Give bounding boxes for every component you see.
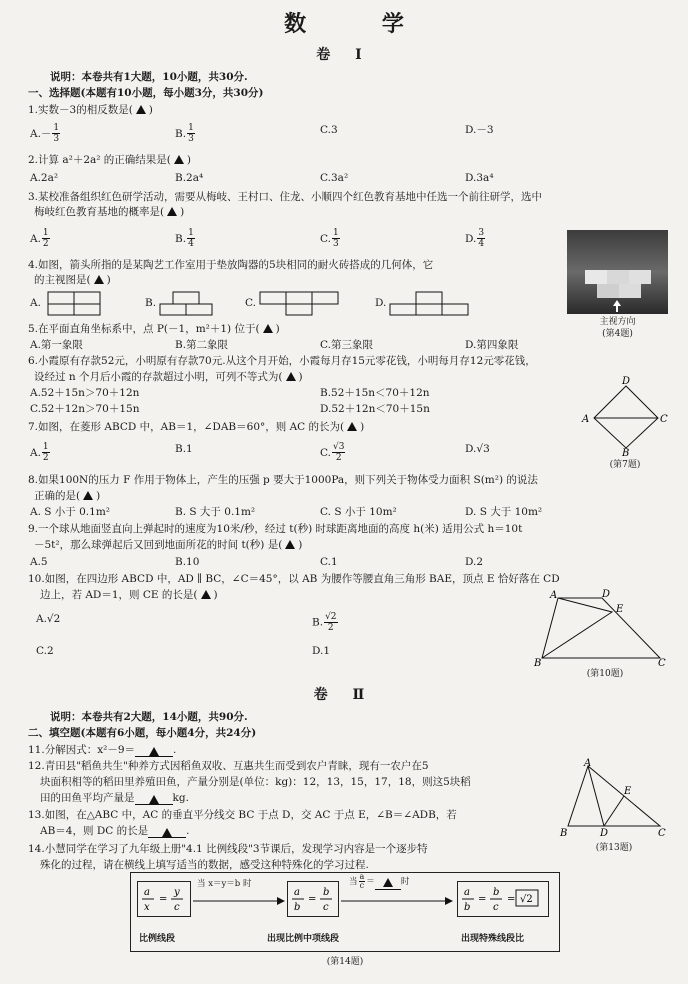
section-1-heading: 一、选择题(本题有10小题，每小题3分，共30分) (28, 87, 264, 99)
question-14-line-1: 14.小慧同学在学习了九年级上册"4.1 比例线段"3节课后，发现学习内容是一个逐步特 (28, 843, 428, 855)
answer-triangle-icon (167, 207, 177, 216)
point-label: D (600, 828, 609, 839)
answer-triangle-icon (263, 324, 273, 333)
svg-text:a: a (464, 887, 470, 898)
point-label: B (622, 448, 630, 456)
svg-text:=: = (159, 894, 168, 905)
question-3-line-2: 梅岐红色教育基地的概率是( ) (34, 206, 185, 218)
question-12-line-1: 12.青田县"稻鱼共生"种养方式因稻鱼双收、互惠共生而受到农户青睐，现有一农户在5 (28, 760, 429, 772)
volume-1-heading: 卷 Ⅰ (316, 47, 372, 63)
question-6-line-1: 6.小霞原有存款52元，小明原有存款70元.从这个月开始，小霞每月存15元零花钱，小明每月存12元零花钱， (28, 355, 536, 367)
question-9-line-2: －5t²，那么球弹起后又回到地面所花的时间 t(秒) 是( ) (34, 539, 303, 551)
svg-text:=: = (308, 894, 317, 905)
question-14-line-2: 殊化的过程，请在横线上填写适当的数据，感受这种特殊化的学习过程. (40, 859, 369, 871)
point-label: E (624, 786, 632, 797)
svg-text:c: c (493, 902, 499, 913)
question-10-line-1: 10.如图，在四边形 ABCD 中，AD ∥ BC，∠C＝45°，以 AB 为腰作等腰直角三角形 BAE，顶点 E 恰好落在 CD (28, 573, 560, 585)
question-3-line-1: 3.某校准备组织红色研学活动，需要从梅岐、王村口、住龙、小顺四个红色教育基地中任选一个前往研学，选中 (28, 191, 543, 203)
question-14-caption: (第14题) (326, 957, 364, 967)
svg-text:b: b (294, 902, 301, 913)
question-10-caption: (第10题) (586, 669, 624, 679)
answer-triangle-icon (136, 105, 146, 114)
answer-triangle-icon (383, 878, 393, 887)
point-label: B (534, 658, 542, 668)
svg-text:c: c (323, 902, 329, 913)
question-12-line-2: 块面积相等的稻田里养殖田鱼，产量分别是(单位：kg)：12，13，15，17，18，则这5块稻 (40, 776, 471, 788)
question-8-line-2: 正确的是( ) (34, 490, 101, 502)
svg-text:=: = (478, 894, 487, 905)
answer-triangle-icon (285, 540, 295, 549)
svg-text:c: c (174, 902, 180, 913)
point-label: C (658, 828, 666, 839)
question-3-options: A. $\frac{1}{2}$ B. $\frac{1}{4}$ C. $\frac{1}{3}$ D. $\frac{3}{4}$ (30, 228, 485, 249)
question-4-line-1: 4.如图，箭头所指的是某陶艺工作室用于垫放陶器的5块相同的耐火砖搭成的几何体，它 (28, 259, 434, 271)
question-7-options: A. $\frac{1}{2}$ B.1 C. $\frac{√3}{2}$ D.√3 (30, 442, 490, 463)
question-6-line-2: 设经过 n 个月后小霞的存款超过小明，可列不等式为( ) (34, 371, 303, 383)
question-4-caption-direction: 主视方向 (599, 317, 636, 327)
point-label: B (560, 828, 568, 839)
answer-triangle-icon (201, 590, 211, 599)
section-2-heading: 二、填空题(本题有6小题，每小题4分，共24分) (28, 727, 257, 739)
flow-label-3: 出现特殊线段比 (461, 934, 525, 944)
question-1-options: A.－ $\frac{1}{3}$ B. $\frac{1}{3}$ C.3 D.－3 (30, 123, 494, 144)
option-d-figure (388, 290, 470, 316)
page-title: 数 学 (284, 11, 438, 37)
svg-text:√2: √2 (520, 894, 533, 905)
svg-text:b: b (323, 887, 330, 898)
point-label: D (622, 376, 631, 387)
option-a-figure (46, 290, 102, 316)
svg-text:y: y (174, 887, 180, 898)
svg-text:a: a (144, 887, 150, 898)
volume-1-note: 说明：本卷共有1大题，10小题，共30分. (50, 71, 248, 83)
question-10-figure (532, 588, 672, 668)
point-label: D (602, 589, 611, 600)
point-label: C (658, 658, 666, 668)
point-label: E (616, 604, 624, 615)
question-4-line-2: 的主视图是( ) (34, 274, 111, 286)
flow-arrow-2-label: 当 $\frac{a}{c}$ ＝ 时 (349, 872, 410, 890)
flow-box-special-ratio (457, 881, 549, 917)
volume-2-heading: 卷 Ⅱ (313, 687, 375, 703)
question-8-line-1: 8.如果100N的压力 F 作用于物体上，产生的压强 p 要大于1000Pa，则下列关于物体受力面积 S(m²) 的说法 (28, 474, 538, 486)
answer-triangle-icon (149, 795, 159, 804)
question-10-options: A.√2 B. $\frac{√2}{2}$ C.2 D.1 (36, 612, 337, 657)
question-11: 11.分解因式：x²－9＝ . (28, 744, 177, 756)
answer-triangle-icon (347, 422, 357, 431)
answer-triangle-icon (286, 372, 296, 381)
question-13-caption: (第13题) (595, 843, 633, 853)
answer-triangle-icon (94, 275, 104, 284)
answer-triangle-icon (174, 155, 184, 164)
point-label: A (582, 414, 590, 425)
answer-triangle-icon (149, 747, 159, 756)
flow-arrow-2-icon (339, 887, 455, 907)
question-2-options: A.2a² B.2a⁴ C.3a² D.3a⁴ (30, 172, 494, 184)
question-4-options: A. B. C. D. (30, 290, 550, 320)
question-5-options: A.第一象限 B.第二象限 C.第三象限 D.第四象限 (30, 339, 519, 351)
point-label: C (660, 414, 668, 425)
flow-box-proportion (137, 881, 191, 917)
question-6-options: A.52＋15n＞70＋12n B.52＋15n＜70＋12n C.52＋12n＞70＋15n D.52＋12n＜70＋15n (30, 387, 430, 415)
flow-box-mean-proportion (287, 881, 339, 917)
question-13-line-2: AB＝4，则 DC 的长是 . (40, 825, 190, 837)
question-7-figure (576, 376, 668, 456)
point-label: A (584, 758, 592, 769)
question-9-options: A.5 B.10 C.1 D.2 (30, 556, 484, 568)
question-4-caption: (第4题) (602, 329, 633, 339)
question-5: 5.在平面直角坐标系中，点 P(－1，m²＋1) 位于( ) (28, 323, 280, 335)
answer-triangle-icon (162, 828, 172, 837)
option-b-figure (158, 290, 214, 316)
svg-text:x: x (144, 902, 150, 913)
question-12-line-3: 田的田鱼平均产量是 kg. (40, 792, 189, 804)
svg-text:b: b (464, 902, 471, 913)
question-9-line-1: 9.一个球从地面竖直向上弹起时的速度为10米/秒，经过 t(秒) 时球距离地面的高度 h(米) 适用公式 h＝10t (28, 523, 523, 535)
question-13-figure (558, 758, 670, 840)
question-8-options: A. S 小于 0.1m² B. S 大于 0.1m² C. S 小于 10m² D. S 大于 10m² (30, 506, 543, 518)
question-2: 2.计算 a²＋2a² 的正确结果是( ) (28, 154, 192, 166)
svg-text:a: a (294, 887, 300, 898)
question-13-line-1: 13.如图，在△ABC 中，AC 的垂直平分线交 BC 于点 D，交 AC 于点 E，∠B＝∠ADB，若 (28, 809, 457, 821)
point-label: A (550, 590, 558, 601)
question-7: 7.如图，在菱形 ABCD 中，AB＝1，∠DAB＝60°，则 AC 的长为( ) (28, 421, 365, 433)
question-10-line-2: 边上，若 AD＝1，则 CE 的长是( ) (40, 589, 218, 601)
option-c-figure (258, 290, 340, 316)
question-7-caption: (第7题) (609, 460, 641, 470)
question-14-flowchart (130, 872, 560, 952)
flow-label-2: 出现比例中项线段 (267, 934, 340, 944)
question-4-photo (567, 230, 668, 314)
volume-2-note: 说明：本卷共有2大题，14小题，共90分. (50, 711, 248, 723)
flow-arrow-1-label: 当 x＝y＝b 时 (197, 879, 252, 889)
svg-text:b: b (493, 887, 500, 898)
svg-text:=: = (507, 894, 516, 905)
bricks-image (567, 230, 668, 314)
question-1: 1.实数－3的相反数是( ) (28, 104, 153, 116)
flow-label-1: 比例线段 (139, 934, 176, 944)
answer-triangle-icon (83, 491, 93, 500)
